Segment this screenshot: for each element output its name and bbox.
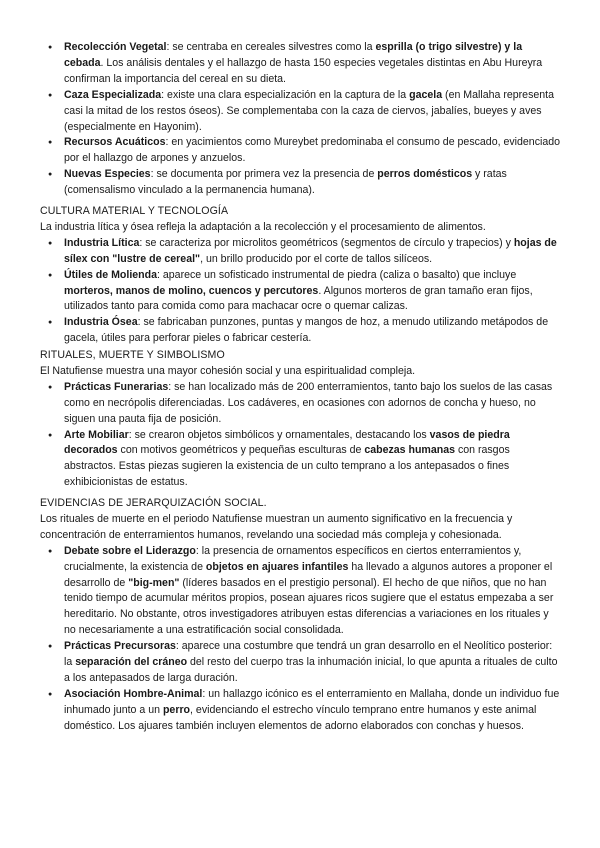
item-text: , evidenciando el estrecho vínculo temprano entre humanos y este animal doméstico. Los ajuares también incluyen elementos de adorno elaborados con conchas y huesos. <box>64 703 537 732</box>
item-text: ha llevado a algunos autores a proponer el desarrollo de <box>64 560 553 589</box>
bold-term: Debate sobre el Liderazgo <box>64 544 196 557</box>
section-intro: El Natufiense muestra una mayor cohesión social y una espiritualidad compleja. <box>40 364 416 377</box>
bullet-item <box>40 88 562 136</box>
item-text: del resto del cuerpo tras la inhumación inicial, lo que apunta a rituales de culto a los antepasados de larga duración. <box>64 656 558 684</box>
bullet-item <box>40 40 562 88</box>
material-culture-list <box>40 236 562 347</box>
item-text: : en yacimientos como Mureybet predominaba el consumo de pescado, evidenciado por el hallazgo de arpones y anzuelos. <box>64 136 561 165</box>
bullet-item <box>40 428 562 492</box>
section-intro: La industria lítica y ósea refleja la adaptación a la recolección y el procesamiento de alimentos. <box>40 220 486 233</box>
item-text: : un hallazgo icónico es el enterramiento en Mallaha, donde un individuo fue inhumado junto a un <box>64 687 560 716</box>
item-text: : se centraba en cereales silvestres como la <box>166 41 376 53</box>
item-text: , un brillo producido por el corte de tallos silíceos. <box>200 252 433 265</box>
section-heading: EVIDENCIAS DE JERARQUIZACIÓN SOCIAL. <box>40 497 267 509</box>
bold-term: Industria Lítica <box>64 236 140 249</box>
bold-term: separación del cráneo <box>75 656 188 669</box>
bullet-item <box>40 167 562 199</box>
item-text: . Algunos morteros de gran tamaño eran fijos, utilizados tanto para comida como para machacar ocre o quemar calizas. <box>64 284 533 313</box>
bullet-item <box>40 380 562 428</box>
bold-term: Caza Especializada <box>64 88 162 101</box>
bold-term: "big-men" <box>128 576 180 589</box>
item-text: y ratas (comensalismo vinculado a la permanencia humana). <box>64 168 507 197</box>
bold-term: Industria Ósea <box>64 316 138 329</box>
item-text: : aparece una costumbre que tendrá un gran desarrollo en el Neolítico posterior: la <box>64 640 553 669</box>
bullet-item <box>40 639 562 687</box>
bold-term: Recursos Acuáticos <box>64 136 166 149</box>
bullet-item <box>40 236 562 268</box>
bold-term: vasos de piedra decorados <box>64 428 510 457</box>
bold-term: gacela <box>409 88 443 101</box>
bold-term: hojas de sílex con "lustre de cereal" <box>64 236 557 265</box>
item-text: . Los análisis dentales y el hallazgo de hasta 150 especies vegetales distintas en Abu Hureyra confirman la importancia del cereal en su dieta. <box>64 56 543 85</box>
rituals-list <box>40 380 562 491</box>
bullet-item <box>40 315 562 347</box>
bullet-item <box>40 687 562 735</box>
section-intro: Los rituales de muerte en el periodo Natufiense muestran un aumento significativo en la frecuencia y concentración de enterramientos humanos, revelando una sociedad más compleja y cohesionada. <box>40 512 513 541</box>
bold-term: Recolección Vegetal <box>64 41 167 53</box>
item-text: : se documenta por primera vez la presencia de <box>150 168 378 181</box>
diet-list <box>40 40 562 199</box>
bold-term: Asociación Hombre-Animal <box>64 687 203 700</box>
bold-term: Nuevas Especies <box>64 168 151 181</box>
item-text: : se caracteriza por microlitos geométricos (segmentos de círculo y trapecios) y <box>139 236 514 249</box>
section-material-culture <box>40 204 562 347</box>
bold-term: Útiles de Molienda <box>64 268 158 281</box>
item-text: : se crearon objetos simbólicos y ornamentales, destacando los <box>128 428 430 441</box>
item-text: con motivos geométricos y pequeñas esculturas de <box>117 444 365 457</box>
bold-term: cabezas humanas <box>364 444 455 457</box>
bold-term: Prácticas Funerarias <box>64 380 169 393</box>
bullet-item <box>40 268 562 316</box>
bold-term: morteros, manos de molino, cuencos y percutores <box>64 284 319 297</box>
hierarchy-list <box>40 544 562 735</box>
item-text: : existe una clara especialización en la captura de la <box>161 88 410 101</box>
section-heading: CULTURA MATERIAL Y TECNOLOGÍA <box>40 205 229 217</box>
bold-term: Prácticas Precursoras <box>64 640 176 653</box>
item-text: con rasgos abstractos. Estas piezas sugieren la existencia de un culto temprano a los antepasados o fines exhibicionistas de estatus. <box>64 444 510 489</box>
item-text: : aparece un sofisticado instrumental de piedra (caliza o basalto) que incluye <box>157 268 517 281</box>
item-text: (en Mallaha representa casi la mitad de los restos óseos). Se complementaba con la caza de ciervos, jabalíes, bueyes y aves (especialmente en Hayonim). <box>64 88 554 133</box>
bold-term: objetos en ajuares infantiles <box>205 560 349 573</box>
item-text: : se fabricaban punzones, puntas y mangos de hoz, a menudo utilizando metápodos de gacela, útiles para perforar pieles o fabricar cestería. <box>64 316 549 345</box>
item-text: (líderes basados en el prestigio personal). El hecho de que niños, que no han tenido tiempo de acumular méritos propios, posean ajuares ricos sugiere que el estatus empezaba a ser hereditario. No obstante, otros investigadores atribuyen estas diferencias a variaciones en los rituales y no necesariamente a una estratificación social consolidada. <box>64 576 554 637</box>
bold-term: esprilla (o trigo silvestre) y la cebada <box>64 41 523 69</box>
bold-term: perros domésticos <box>377 168 473 181</box>
section-heading: RITUALES, MUERTE Y SIMBOLISMO <box>40 349 225 361</box>
item-text: : la presencia de ornamentos específicos en ciertos enterramientos y, crucialmente, la existencia de <box>64 544 522 573</box>
bullet-item <box>40 135 562 167</box>
bullet-item <box>40 544 562 639</box>
bold-term: perro <box>162 703 191 716</box>
section-hierarchy <box>40 496 562 735</box>
item-text: : se han localizado más de 200 enterramientos, tanto bajo los suelos de las casas como en necrópolis diferenciadas. Los cadáveres, en ocasiones con adornos de concha y hueso, no siguen una pauta fija de posición. <box>64 380 553 425</box>
section-rituals <box>40 348 562 491</box>
bold-term: Arte Mobiliar <box>64 428 129 441</box>
